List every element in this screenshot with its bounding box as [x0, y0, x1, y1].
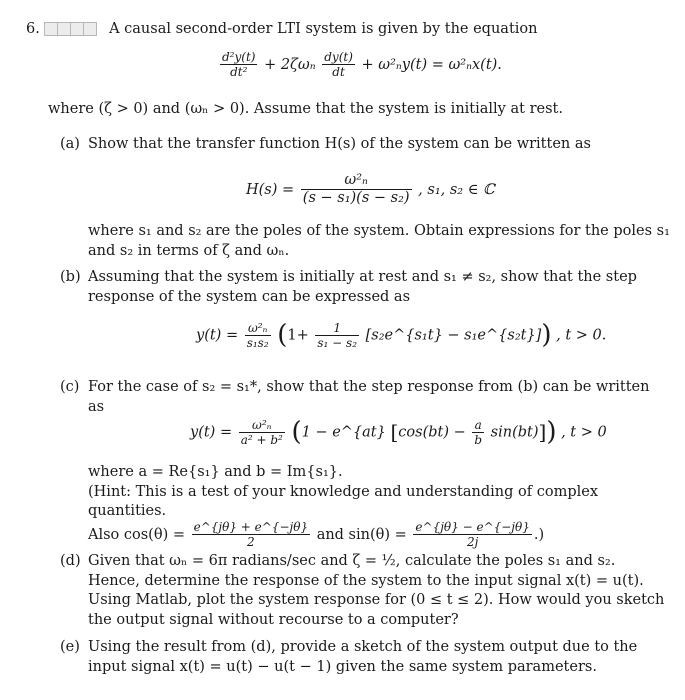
part-a-text: Show that the transfer function H(s) of the system can be written as [88, 136, 591, 152]
part-c-text: For the case of s₂ = s₁*, show that the step response from (b) can be written as [88, 379, 650, 415]
glyph-box [57, 22, 71, 36]
part-e-text: Using the result from (d), provide a sketch of the system output due to the input signal x(t) = u(t) − u(t − 1) given the same system parameters. [88, 639, 638, 675]
part-e: (e) Using the result from (d), provide a sketch of the system output due to the input signal x(t) = u(t) − u(t − 1) given the same system parameters. [60, 638, 670, 677]
tf-frac: $\frac{\text{ω²ₙ}}{\text{(s − s₁)(s − s₂)}}$ [302, 172, 410, 207]
step-response-equation-c: y(t) = $\frac{\text{ω²ₙ}}{\text{a² + b²}}$ (1 − e^{at} [cos(bt) − $\frac{a}{b}$ sin(bt)]) , t > 0 [190, 417, 607, 448]
part-d: (d) Given that ωₙ = 6π radians/sec and ζ = ½, calculate the poles s₁ and s₂. Hence, determine the response of the system to the input signal x(t) = u(t). Using Matlab, plot the system response for (0 ≤ t ≤ 2). How would you sketch the output signal without recourse to a computer? [60, 552, 670, 630]
part-b: (b) Assuming that the system is initially at rest and s₁ ≠ s₂, show that the step response of the system can be expressed as [60, 268, 670, 307]
c-frac-2: $\frac{a}{b}$ [474, 417, 483, 448]
b-frac-1: $\frac{\text{ω²ₙ}}{\text{s₁s₂}}$ [246, 320, 269, 351]
part-d-text: Given that ωₙ = 6π radians/sec and ζ = ½, calculate the poles s₁ and s₂. Hence, determine the response of the system to the input signal x(t) = u(t). [88, 553, 644, 589]
ode-frac-1: $\frac{\text{d²y(t)}}{\text{dt²}}$ [222, 50, 256, 80]
part-c-hint: (Hint: This is a test of your knowledge and understanding of complex quantities. [88, 483, 598, 520]
b-frac-2: $\frac{1}{\text{s₁ − s₂}}$ [317, 320, 358, 351]
part-c-trig-identities: Also cos(θ) = $\frac{e\^{}\{j\theta\} + e\^{}\{-j\theta\}}{2}$ and sin(θ) = $\frac{e\^{}\{j\theta\} - e\^{}\{-j\theta\}}{2j}$ .) [88, 519, 545, 550]
part-c-where: where a = Re{s₁} and b = Im{s₁}. [88, 464, 343, 480]
problem-number: 6. A causal second-order LTI system is given by the equation [26, 21, 538, 37]
step-response-equation-b: y(t) = $\frac{\text{ω²ₙ}}{\text{s₁s₂}}$ (1+ $\frac{1}{\text{s₁ − s₂}}$ [s₂e^{s₁t} − s₁e^{s₂t}]) , t > 0. [196, 320, 607, 351]
problem-where: where (ζ > 0) and (ωₙ > 0). Assume that the system is initially at rest. [48, 101, 563, 117]
c-frac-1: $\frac{\text{ω²ₙ}}{\text{a² + b²}}$ [240, 417, 283, 448]
problem-intro: A causal second-order LTI system is given by the equation [109, 21, 538, 37]
part-c-cont [60, 463, 670, 549]
part-a-cont [60, 222, 670, 261]
glyph-box [83, 22, 97, 36]
missing-glyph-boxes [44, 22, 96, 36]
cos-frac: $\frac{e\^{}\{j\theta\} + e\^{}\{-j\theta\}}{2}$ [193, 519, 309, 550]
ode-equation: $\frac{\text{d²y(t)}}{\text{dt²}}$ + 2ζωₙ $\frac{dy(t)}{dt}$ + ω²ₙy(t) = ω²ₙx(t). [222, 50, 502, 80]
part-b-text: Assuming that the system is initially at rest and s₁ ≠ s₂, show that the step response of the system can be expressed as [88, 269, 637, 305]
part-d-text2: Using Matlab, plot the system response for (0 ≤ t ≤ 2). How would you sketch the output signal without recourse to a computer? [88, 592, 665, 628]
part-c: (c) For the case of s₂ = s₁*, show that the step response from (b) can be written as [60, 378, 670, 417]
part-a-text2: where s₁ and s₂ are the poles of the system. Obtain expressions for the poles s₁ and s₂ in terms of ζ and ωₙ. [88, 223, 670, 259]
sin-frac: $\frac{e\^{}\{j\theta\} - e\^{}\{-j\theta\}}{2j}$ [415, 519, 530, 550]
glyph-box [70, 22, 84, 36]
ode-frac-2: $\frac{dy(t)}{dt}$ [324, 50, 353, 80]
glyph-box [44, 22, 58, 36]
part-a: (a) Show that the transfer function H(s) of the system can be written as [60, 135, 670, 155]
transfer-function-equation: H(s) = $\frac{\text{ω²ₙ}}{\text{(s − s₁)(s − s₂)}}$ , s₁, s₂ ∈ ℂ [246, 172, 495, 207]
